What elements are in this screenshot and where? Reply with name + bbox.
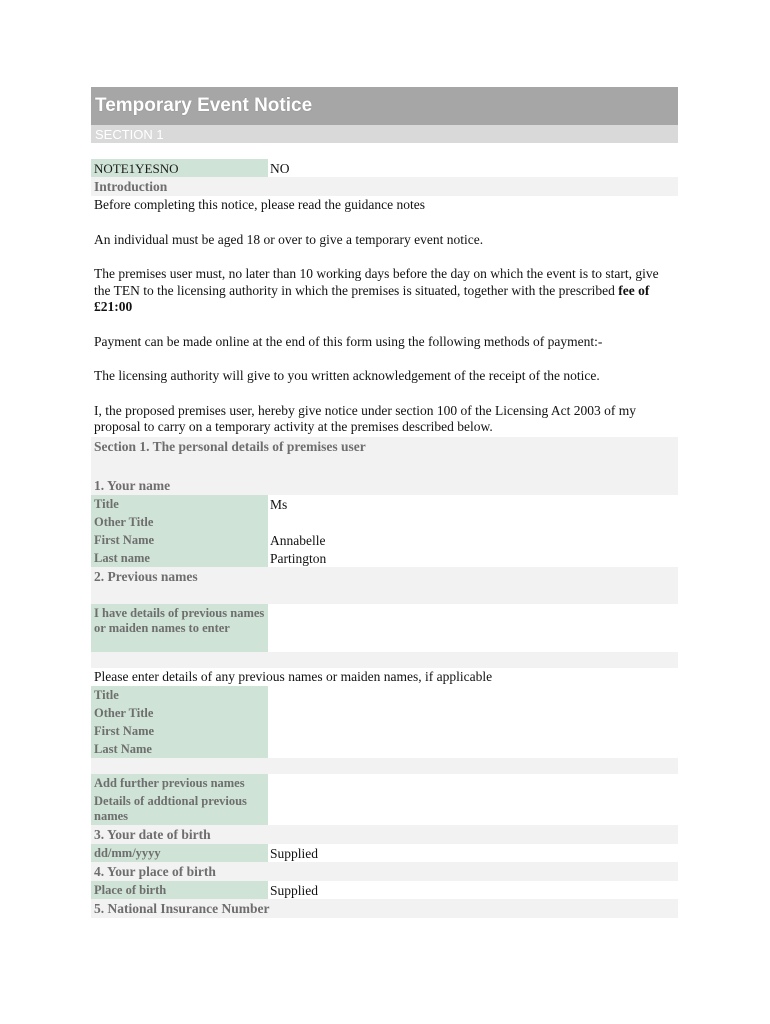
- last-name-value[interactable]: Partington: [268, 549, 678, 567]
- prev-field-row: [91, 686, 678, 704]
- section-banner: SECTION 1: [91, 125, 678, 143]
- previous-question-label: I have details of previous names or maiden names to enter: [91, 604, 268, 652]
- prev-field-row: [91, 704, 678, 722]
- intro-p2: An individual must be aged 18 or over to give a temporary event notice.: [91, 231, 678, 250]
- pob-label: Place of birth: [91, 881, 268, 899]
- prev-title-label: Title: [91, 686, 268, 704]
- prev-first-name-label: First Name: [91, 722, 268, 740]
- ni-heading: 5. National Insurance Number: [91, 899, 678, 918]
- title-value[interactable]: Ms: [268, 495, 678, 513]
- field-row: [91, 531, 678, 549]
- first-name-label: First Name: [91, 531, 268, 549]
- prev-last-name-label: Last Name: [91, 740, 268, 758]
- prev-field-row: [91, 740, 678, 758]
- last-name-label: Last name: [91, 549, 268, 567]
- other-title-value[interactable]: [268, 513, 678, 531]
- intro-p1: Before completing this notice, please read the guidance notes: [91, 196, 678, 215]
- note-value[interactable]: NO: [268, 159, 678, 177]
- other-title-label: Other Title: [91, 513, 268, 531]
- previous-question-row: [91, 604, 678, 652]
- prev-field-row: [91, 722, 678, 740]
- pob-heading: 4. Your place of birth: [91, 862, 678, 881]
- additional-label: Details of addtional previous names: [91, 792, 268, 825]
- prev-first-name-value[interactable]: [268, 722, 678, 740]
- add-further-row: [91, 774, 678, 792]
- notice-form: [91, 87, 678, 918]
- form-title: Temporary Event Notice: [91, 87, 678, 125]
- dob-row: [91, 844, 678, 862]
- note-label: NOTE1YESNO: [91, 159, 268, 177]
- dob-label: dd/mm/yyyy: [91, 844, 268, 862]
- previous-instruction: Please enter details of any previous names or maiden names, if applicable: [91, 668, 678, 687]
- additional-row: [91, 792, 678, 825]
- previous-question-value[interactable]: [268, 604, 678, 652]
- add-further-value[interactable]: [268, 774, 678, 792]
- dob-heading: 3. Your date of birth: [91, 825, 678, 844]
- intro-heading: Introduction: [91, 177, 678, 196]
- previous-names-heading: 2. Previous names: [91, 567, 678, 586]
- intro-p3: The premises user must, no later than 10 working days before the day on which the event is to start, give the TEN to the licensing authority in which the premises is situated, together with the prescribed fee of £21:00: [91, 265, 678, 317]
- title-label: Title: [91, 495, 268, 513]
- dob-value[interactable]: Supplied: [268, 844, 678, 862]
- intro-p4: Payment can be made online at the end of this form using the following methods of payment:-: [91, 333, 678, 352]
- note-row: [91, 159, 678, 177]
- prev-last-name-value[interactable]: [268, 740, 678, 758]
- intro-p6: I, the proposed premises user, hereby give notice under section 100 of the Licensing Act 2003 of my proposal to carry on a temporary activity at the premises described below.: [91, 402, 678, 437]
- first-name-value[interactable]: Annabelle: [268, 531, 678, 549]
- additional-value[interactable]: [268, 792, 678, 825]
- prev-title-value[interactable]: [268, 686, 678, 704]
- add-further-label: Add further previous names: [91, 774, 268, 792]
- prev-other-title-value[interactable]: [268, 704, 678, 722]
- section1-heading: Section 1. The personal details of premises user: [91, 437, 678, 456]
- name-heading: 1. Your name: [91, 476, 678, 495]
- pob-value[interactable]: Supplied: [268, 881, 678, 899]
- prev-other-title-label: Other Title: [91, 704, 268, 722]
- pob-row: [91, 881, 678, 899]
- field-row: [91, 495, 678, 513]
- field-row: [91, 513, 678, 531]
- fee-text: fee of £21:00: [94, 282, 650, 314]
- intro-p5: The licensing authority will give to you written acknowledgement of the receipt of the notice.: [91, 367, 678, 386]
- field-row: [91, 549, 678, 567]
